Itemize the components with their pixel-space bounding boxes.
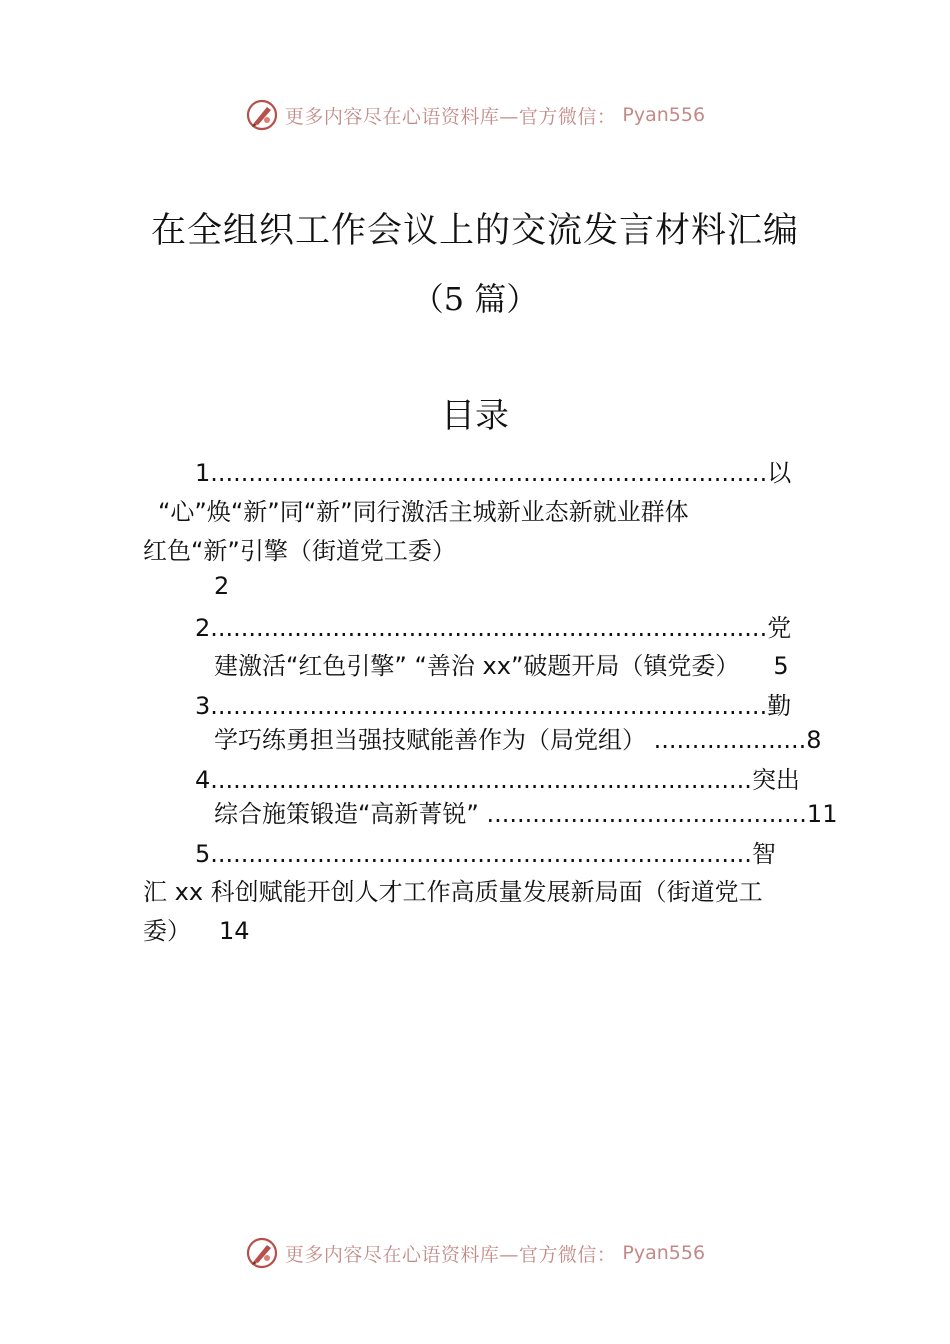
toc-entry-1-page: 2 [214, 572, 230, 600]
watermark-text-cn: 更多内容尽在心语资料库—官方微信： [284, 1243, 617, 1266]
toc-entry-3-header [195, 691, 791, 721]
toc-entry-3-line-1 [214, 725, 822, 755]
toc-entry-1-number: 1 [195, 459, 211, 487]
document-title: 在全组织工作会议上的交流发言材料汇编 [150, 211, 799, 251]
toc-leader-dots: ......................................................................... [210, 614, 768, 642]
watermark-text-en: Pyan556 [622, 1242, 706, 1264]
toc-entry-3-lead: 勤 [767, 692, 792, 720]
pen-logo-icon [245, 1236, 279, 1270]
toc-entry-2-number: 2 [195, 614, 211, 642]
watermark-footer [0, 1233, 950, 1273]
toc-leader-dots: ......................................................................... [210, 692, 768, 720]
toc-entry-1-lead: 以 [767, 459, 792, 487]
toc-entry-2-page: 5 [773, 652, 789, 680]
toc-entry-2-text: 建激活“红色引擎” “善治 xx”破题开局（镇党委） [214, 652, 740, 680]
toc-entry-5-lead: 智 [751, 840, 776, 868]
toc-leader-dots: ....................................................................... [210, 840, 752, 868]
toc-entry-5-line-1: 汇 xx 科创赋能开创人才工作高质量发展新局面（街道党工 [143, 878, 763, 906]
toc-entry-3-text: 学巧练勇担当强技赋能善作为（局党组） [214, 726, 646, 754]
toc-entry-5-number: 5 [195, 840, 211, 868]
toc-entry-4-line-1 [214, 799, 837, 829]
toc-entry-2-lead: 党 [767, 614, 792, 642]
watermark-header [0, 95, 950, 135]
toc-heading: 目录 [441, 396, 509, 436]
toc-entry-1-header [195, 458, 791, 488]
toc-entry-3-page: 8 [806, 726, 822, 754]
toc-entry-1-line-1: “心”焕“新”同“新”同行激活主城新业态新就业群体 [158, 498, 689, 526]
toc-entry-4-text: 综合施策锻造“高新菁锐” [214, 800, 479, 828]
toc-entry-1-line-2: 红色“新”引擎（街道党工委） [143, 537, 456, 565]
toc-entry-5-line-2 [143, 916, 250, 946]
toc-entry-3-number: 3 [195, 692, 211, 720]
toc-entry-5-page: 14 [219, 917, 250, 945]
toc-entry-4-page: 11 [806, 800, 838, 828]
toc-entry-4-lead: 突出 [751, 766, 800, 794]
toc-entry-2-header [195, 613, 791, 643]
toc-entry-5-header [195, 839, 776, 869]
toc-entry-2-line-1 [214, 651, 789, 681]
toc-leader-dots: .......................................... [478, 800, 807, 828]
toc-leader-dots: ......................................................................... [210, 459, 768, 487]
watermark-text-cn: 更多内容尽在心语资料库—官方微信： [284, 105, 617, 128]
toc-leader-dots: .................... [646, 726, 807, 754]
toc-entry-4-number: 4 [195, 766, 211, 794]
watermark-text-en: Pyan556 [622, 104, 706, 126]
toc-entry-5-text-end: 委） [143, 917, 191, 945]
pen-logo-icon [245, 98, 279, 132]
toc-entry-4-header [195, 765, 800, 795]
toc-leader-dots: ....................................................................... [210, 766, 752, 794]
document-subtitle: （5 篇） [411, 280, 539, 318]
